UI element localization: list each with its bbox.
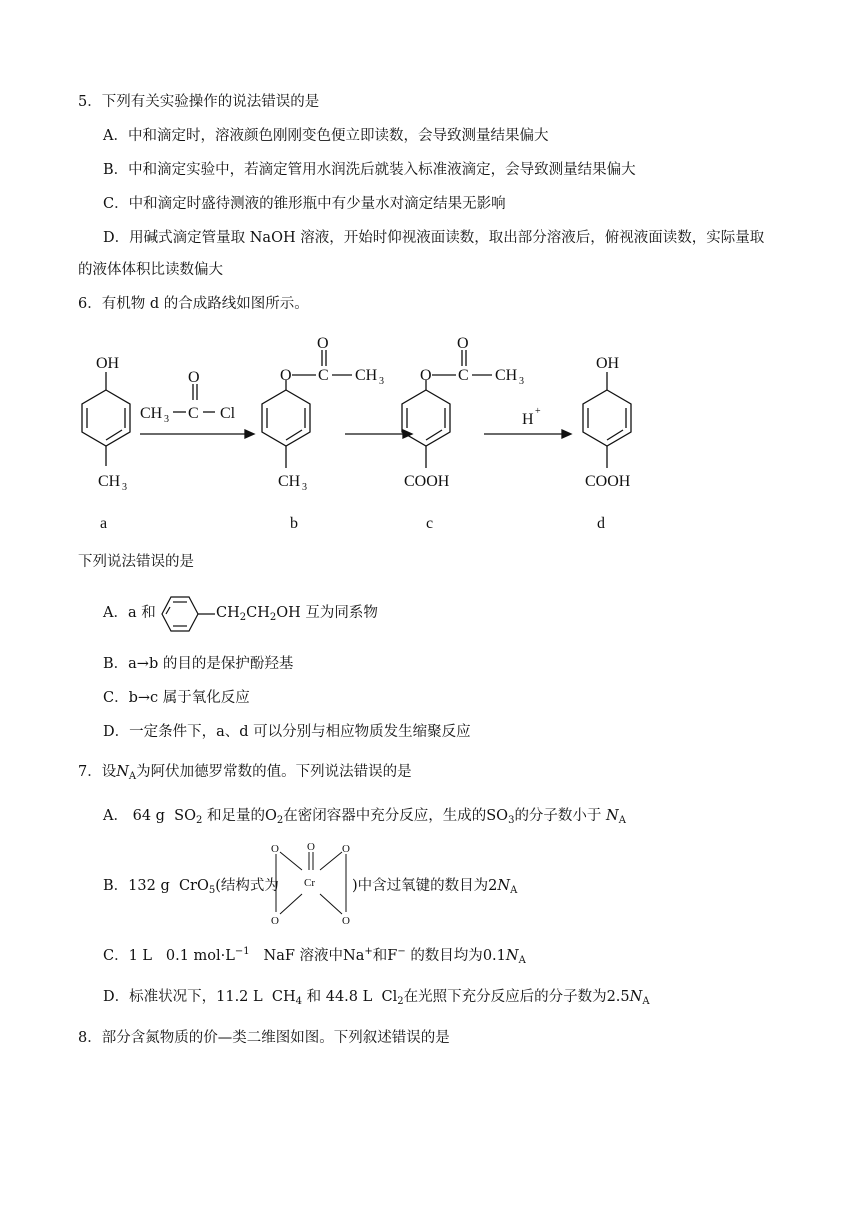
svg-text:O: O xyxy=(342,843,350,855)
q7-a-text4: 的分子数小于 xyxy=(514,808,602,824)
q6-option-d: D．一定条件下，a、d 可以分别与相应物质发生缩聚反应 xyxy=(103,724,471,740)
q7-b-value: 2 xyxy=(488,878,498,894)
label-d: d xyxy=(597,515,605,532)
q6-option-b: B．a→b 的目的是保护酚羟基 xyxy=(103,656,294,672)
q7-stem: 7．设$N_A$为阿伏加德罗常数的值。下列说法错误的是 xyxy=(78,764,412,782)
q7-a-text2: 和足量的 xyxy=(206,808,265,824)
svg-text:CH: CH xyxy=(278,473,301,490)
q6-option-a-chain: $CH_2CH_2OH$ 互为同系物 xyxy=(216,605,378,623)
svg-text:O: O xyxy=(280,367,292,384)
svg-text:CH: CH xyxy=(495,367,518,384)
q7-d-mid: 和 44.8 L xyxy=(306,989,373,1005)
svg-text:3: 3 xyxy=(302,482,307,493)
q7-c-suffix: 的数目均为 xyxy=(410,948,483,964)
q7-option-c: C．1 L 0.1 $mol\cdot L^{-1}$ NaF 溶液中Na+和F− 的数目均为$0.1N_A$ xyxy=(103,946,526,966)
svg-text:C: C xyxy=(318,367,329,384)
q7-option-b: B．132 g CrO$_5$(结构式为 xyxy=(103,878,279,896)
svg-text:+: + xyxy=(535,406,541,417)
svg-text:C: C xyxy=(188,405,199,422)
q7-c-and: 和 xyxy=(372,948,388,964)
svg-text:OH: OH xyxy=(96,355,120,372)
svg-text:3: 3 xyxy=(379,376,384,387)
q7-d-prefix: D．标准状况下，11.2 L xyxy=(103,989,263,1005)
q5-option-d: D．用碱式滴定管量取 NaOH 溶液，开始时仰视液面读数，取出部分溶液后，俯视液面读数，实际量取 xyxy=(103,230,765,246)
q7-option-b-tail: )中含过氧键的数目为$2N_A$ xyxy=(352,878,518,896)
svg-text:O: O xyxy=(457,335,469,352)
q7-d-value: 2.5 xyxy=(606,989,630,1005)
q7-c-prefix: C．1 L xyxy=(103,948,153,964)
svg-text:CH: CH xyxy=(98,473,121,490)
svg-text:O: O xyxy=(271,843,279,855)
q7-a-mass: 64 g xyxy=(132,808,165,824)
svg-text:COOH: COOH xyxy=(585,473,631,490)
q5-stem: 5．下列有关实验操作的说法错误的是 xyxy=(78,94,320,110)
svg-text:Cr: Cr xyxy=(304,877,315,889)
q7-option-d: D．标准状况下，11.2 L $CH_4$ 和 44.8 L $Cl_2$在光照下充分反应后的分子数为$2.5N_A$ xyxy=(103,989,650,1007)
svg-text:O: O xyxy=(420,367,432,384)
q5-option-c: C．中和滴定时盛待测液的锥形瓶中有少量水对滴定结果无影响 xyxy=(103,196,506,212)
svg-text:3: 3 xyxy=(519,376,524,387)
q7-b-suffix: )中含过氧键的数目为 xyxy=(352,878,489,894)
q7-c-value: 0.1 xyxy=(482,948,506,964)
q5-option-b: B．中和滴定实验中，若滴定管用水润洗后就装入标准液滴定，会导致测量结果偏大 xyxy=(103,162,636,178)
q6-option-a-prefix: A．a 和 xyxy=(103,605,156,621)
svg-text:CH: CH xyxy=(355,367,378,384)
svg-text:C: C xyxy=(458,367,469,384)
q6-stem: 6．有机物 d 的合成路线如图所示。 xyxy=(78,296,309,312)
q5-option-a: A．中和滴定时，溶液颜色刚刚变色便立即读数，会导致测量结果偏大 xyxy=(103,128,549,144)
svg-text:O: O xyxy=(188,369,200,386)
svg-text:O: O xyxy=(271,915,279,927)
q7-a-text3: 在密闭容器中充分反应，生成的 xyxy=(283,808,487,824)
q7-c-mid: NaF 溶液中 xyxy=(263,948,344,964)
svg-text:COOH: COOH xyxy=(404,473,450,490)
q6-option-c: C．b→c 属于氧化反应 xyxy=(103,690,250,706)
svg-text:O: O xyxy=(307,841,315,853)
q7-c-concentration: 0.1 mol·L xyxy=(165,948,235,964)
q7-b-mid: (结构式为 xyxy=(215,878,279,894)
svg-text:OH: OH xyxy=(596,355,620,372)
q5-option-d-continued: 的液体体积比读数偏大 xyxy=(78,262,223,278)
q8-stem: 8．部分含氮物质的价—类二维图如图。下列叙述错误的是 xyxy=(78,1030,450,1046)
benzene-ring-icon xyxy=(157,595,217,633)
svg-text:O: O xyxy=(317,335,329,352)
q7-stem-prefix: 7．设 xyxy=(78,764,117,780)
synthesis-route-diagram xyxy=(70,328,690,538)
label-b: b xyxy=(290,515,298,532)
label-a: a xyxy=(100,515,108,532)
svg-text:O: O xyxy=(342,915,350,927)
svg-text:Cl: Cl xyxy=(220,405,236,422)
q7-b-prefix: B．132 g xyxy=(103,878,170,894)
svg-text:CH: CH xyxy=(140,405,163,422)
svg-text:3: 3 xyxy=(122,482,127,493)
cro5-structure-diagram xyxy=(266,838,356,932)
q7-a-prefix: A． xyxy=(103,808,128,824)
q7-stem-suffix: 为阿伏加德罗常数的值。下列说法错误的是 xyxy=(136,764,412,780)
q6-question: 下列说法错误的是 xyxy=(78,554,194,570)
q7-d-suffix: 在光照下充分反应后的分子数为 xyxy=(403,989,607,1005)
svg-text:H: H xyxy=(522,411,534,428)
q6-option-a xyxy=(103,603,156,623)
q6-option-a-suffix: 互为同系物 xyxy=(305,605,378,621)
q7-option-a: A． 64 g $SO_2$ 和足量的$O_2$在密闭容器中充分反应，生成的$SO_3$的分子数小于 $N_A$ xyxy=(103,808,626,826)
label-c: c xyxy=(426,515,434,532)
svg-text:3: 3 xyxy=(164,414,169,425)
